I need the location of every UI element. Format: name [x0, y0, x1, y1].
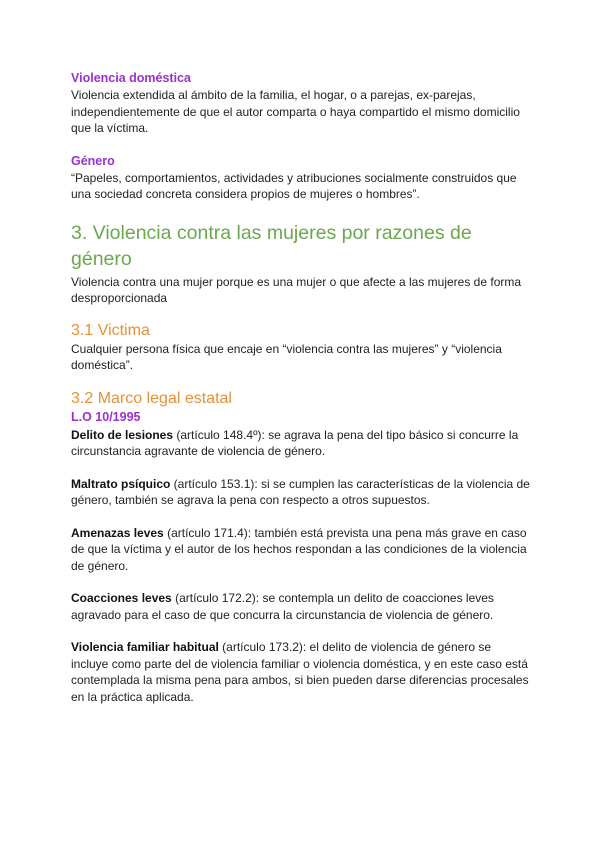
subsection-heading: 3.2 Marco legal estatal: [71, 389, 232, 407]
legal-item: [71, 427, 530, 460]
section-text: Violencia contra una mujer porque es una mujer o que afecte a las mujeres de forma desproporcionada: [71, 274, 522, 305]
legal-item: [71, 525, 530, 575]
definition-genero: [71, 153, 530, 203]
section-3-2: [71, 389, 530, 706]
legal-item: [71, 590, 530, 623]
legal-item: [71, 476, 530, 509]
term-title: Género: [71, 153, 115, 168]
law-heading: L.O 10/1995: [71, 409, 141, 424]
legal-item-text: (artículo 171.4): también está prevista una pena más grave en caso de que la víctima y el autor de los hechos respondan a las condiciones de la violencia de género.: [71, 525, 527, 573]
section-3: [71, 220, 530, 307]
legal-item-text: (artículo 153.1): si se cumplen las características de la violencia de género, también se agrava la pena con respecto a otros supuestos.: [71, 476, 530, 507]
section-heading: 3. Violencia contra las mujeres por razones de género: [71, 221, 472, 270]
legal-item-title: Amenazas leves: [71, 525, 164, 540]
legal-item-title: Delito de lesiones: [71, 427, 174, 442]
legal-item-title: Violencia familiar habitual: [71, 640, 219, 654]
term-title: Violencia doméstica: [71, 71, 191, 85]
section-3-1: [71, 321, 530, 374]
term-definition: “Papeles, comportamientos, actividades y atribuciones socialmente construidos que una sociedad concreta considera propios de mujeres o hombres”.: [71, 170, 517, 201]
legal-item-text: (artículo 173.2): el delito de violencia de género se incluye como parte del de violencia familiar o violencia doméstica, y en este caso está contemplada la misma pena para ambos, si bien pueden darse diferencias procesales en la práctica aplicada.: [71, 640, 529, 704]
legal-item-text: (artículo 172.2): se contempla un delito de coacciones leves agravado para el caso de que concurra la circunstancia de violencia de género.: [71, 591, 494, 622]
legal-item-title: Coacciones leves: [71, 591, 172, 605]
term-definition: Violencia extendida al ámbito de la familia, el hogar, o a parejas, ex-parejas, independientemente de que el autor comparta o haya compartido el mismo domicilio que la víctima.: [71, 88, 520, 135]
legal-item-title: Maltrato psíquico: [71, 476, 171, 491]
legal-item-text: (artículo 148.4º): se agrava la pena del tipo básico si concurre la circunstancia agravante de violencia de género.: [71, 427, 519, 458]
subsection-heading: 3.1 Victima: [71, 321, 150, 339]
definition-violencia-domestica: [71, 70, 530, 137]
legal-item: [71, 639, 530, 705]
subsection-text: Cualquier persona física que encaje en “violencia contra las mujeres” y “violencia doméstica”.: [71, 341, 502, 372]
